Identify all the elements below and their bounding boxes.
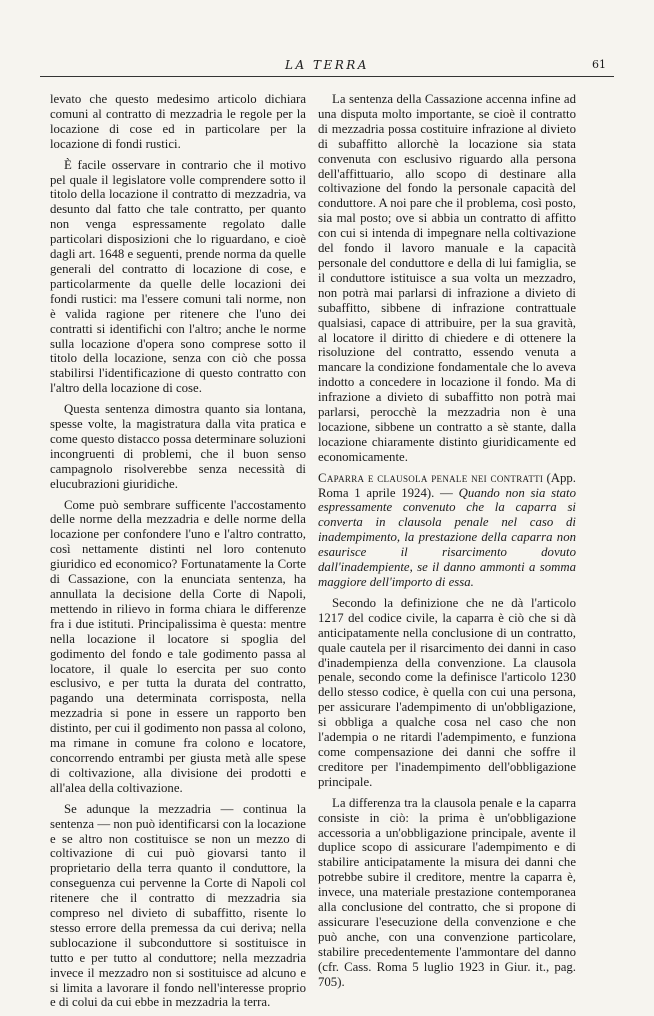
paragraph: levato che questo medesimo articolo dichiara comuni al contratto di mezzadria le regole per la locazione di cose ed in particolare per la locazione di fondi rustici. bbox=[50, 92, 306, 151]
journal-title: LA TERRA bbox=[285, 58, 369, 72]
case-note-citation: (App. Roma 1 aprile 1924). — bbox=[318, 470, 576, 500]
header-rule bbox=[40, 76, 614, 77]
case-note bbox=[318, 471, 576, 590]
paragraph: La sentenza della Cassazione accenna infine ad una disputa molto importante, se cioè il contratto di mezzadria possa costituire infrazione al divieto di subaffitto allorchè la locazione sia stata convenuta con esclusivo riguardo alla persona dell'affittuario, allo scopo di destinare alla coltivazione del fondo la personale capacità del conduttore. A noi pare che il problema, così posto, sia mal posto; ove si abbia un contratto di affitto con cui si intenda di impegnare nella coltivazione del fondo il lavoro manuale e la capacità personale del conduttore e della di lui famiglia, se il conduttore istituisce a sua volta un mezzadro, non potrà mai parlarsi di infrazione a divieto di subaffitto, sibbene di infrazione contrattuale qualsiasi, capace di attribuire, per la sua gravità, al locatore il diritto di chiedere e di ottenere la risoluzione del contratto, essendo venuta a mancare la condizione fondamentale che lo aveva indotto a concedere in locazione il fondo. Ma di infrazione a divieto di subaffitto non potrà mai parlarsi, perocchè la mezzadria non è una locazione, sibbene un contratto a sè stante, dalla locazione chiaramente distinto giuridicamente ed economicamente. bbox=[318, 92, 576, 464]
paragraph: La differenza tra la clausola penale e la caparra consiste in ciò: la prima è un'obbligazione accessoria a un'obbligazione principale, avente il duplice scopo di assicurare l'adempimento e di stabilire anticipatamente la misura dei danni che potrebbe subire il creditore, mentre la caparra è, invece, una materiale prestazione contemporanea alla conclusione del contratto, che si propone di assicurare l'esecuzione della convenzione e che può anche, con una convenzione particolare, stabilire precedentemente l'ammontare del danno (cfr. Cass. Roma 5 luglio 1923 in Giur. it., pag. 705). bbox=[318, 795, 576, 989]
paragraph: Se adunque la mezzadria — continua la sentenza — non può identificarsi con la locazione e se altro non costituisce se non un mezzo di coltivazione di cui può giovarsi tanto il proprietario della terra quanto il conduttore, la conseguenza cui pervenne la Corte di Napoli col ritenere che il contratto di mezzadria sia compreso nel divieto di subaffitto, risente lo stesso errore della premessa da cui deriva; nella sublocazione il subconduttore si sostituisce in tutto e per tutto al conduttore; nella mezzadria invece il mezzadro non si sostituisce ad alcuno e si limita a lavorare il fondo nell'interesse proprio e di colui da cui ebbe in mezzadria la terra. bbox=[50, 801, 306, 1010]
page-number: 61 bbox=[592, 58, 606, 71]
left-column bbox=[50, 92, 306, 1016]
paragraph: È facile osservare in contrario che il motivo pel quale il legislatore volle comprendere sotto il titolo della locazione il contratto di mezzadria, va desunto dal fatto che tale contratto, per quanto non venga espressamente regolato dalle particolari disposizioni che lo riguardano, e cioè dagli art. 1648 e seguenti, prende norma da quelle generali del contratto di locazione di cose, e particolarmente da quelle delle locazioni dei fondi rustici: ma l'essere comuni tali norme, non è valida ragione per ritenere che l'uno dei contratti si identifichi con l'altro; anche le norme sulla locazione d'opera sono comprese sotto il titolo della locazione, senza con ciò che possa stabilirsi l'identificazione di questo contratto con l'altro della locazione di cose. bbox=[50, 157, 306, 396]
running-header bbox=[40, 52, 614, 78]
paragraph: Come può sembrare sufficente l'accostamento delle norme della mezzadria e delle norme della locazione per confondere l'uno e l'altro contratto, così nettamente distinti nel loro contenuto giuridico ed economico? Fortunatamente la Corte di Cassazione, con la enunciata sentenza, ha annullata la decisione della Corte di Napoli, mettendo in rilievo in forma chiara le differenze fra i due istituti. Principalissima è questa: mentre nella locazione il locatore si spoglia del godimento del fondo e tale godimento passa al locatore, il quale lo esercita per suo conto esclusivo, e per tutta la durata del contratto, pagando una determinata corrisposta, nella mezzadria si pone in essere un rapporto ben distinto, per cui il godimento non passa al colono, ma rimane in comune fra colono e locatore, concorrendo entrambi per giusta metà alle spese di coltivazione, alla divisione dei prodotti e all'alea della coltivazione. bbox=[50, 497, 306, 795]
right-column bbox=[318, 92, 576, 995]
paragraph: Secondo la definizione che ne dà l'articolo 1217 del codice civile, la caparra è ciò che si dà anticipatamente nella conclusione di un contratto, quale cautela per il risarcimento dei danni in caso d'inadempienza della convenzione. La clausola penale, secondo come la definisce l'articolo 1230 dello stesso codice, è quella con cui una persona, per assicurare l'adempimento di un'obbligazione, si obbliga a qualche cosa nel caso che non l'adempia o ne ritardi l'adempimento, e funziona come compensazione dei danni che soffre il creditore per l'inadempimento dell'obbligazione principale. bbox=[318, 595, 576, 789]
case-note-heading: Caparra e clausola penale nei contratti bbox=[318, 470, 544, 485]
case-note-maxim: Quando non sia stato espressamente convenuto che la caparra si converta in clausola penale nel caso di inadempimento, la prestazione della caparra non esaurisce il risarcimento dovuto dall'inadempiente, se il danno ammonti a somma maggiore dell'importo di essa. bbox=[318, 485, 576, 589]
paragraph: Questa sentenza dimostra quanto sia lontana, spesse volte, la magistratura dalla vita pratica e come questo distacco possa determinare soluzioni incongruenti di problemi, che il buon senso campagnolo risolverebbe senza necessità di elucubrazioni giuridiche. bbox=[50, 402, 306, 491]
